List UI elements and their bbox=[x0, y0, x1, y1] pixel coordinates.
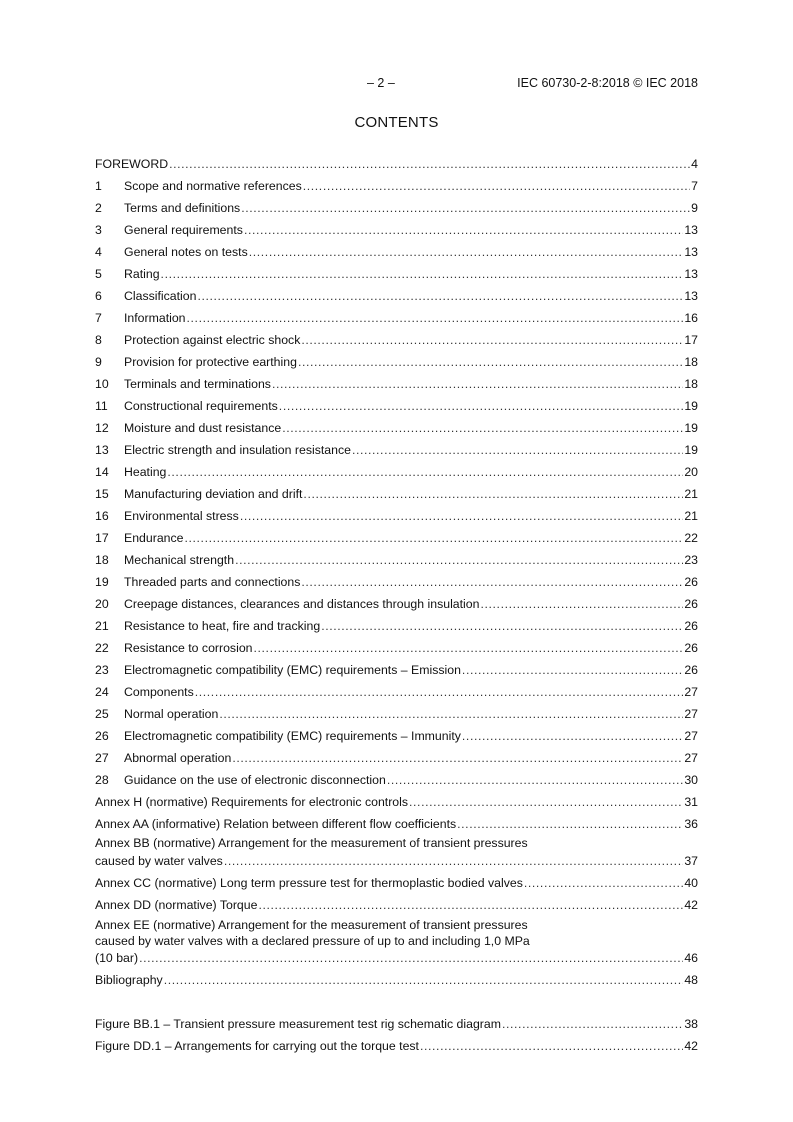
page-reference: 18 bbox=[684, 377, 698, 391]
dot-leader bbox=[241, 201, 690, 215]
page-reference: 19 bbox=[684, 399, 698, 413]
dot-leader bbox=[301, 575, 683, 589]
toc-entry-annex[interactable] bbox=[95, 815, 698, 831]
entry-title: Resistance to corrosion bbox=[124, 641, 253, 655]
toc-entry-clause[interactable] bbox=[95, 595, 698, 611]
page-reference: 38 bbox=[684, 1017, 698, 1031]
dot-leader bbox=[169, 157, 690, 171]
entry-title: Annex CC (normative) Long term pressure test for thermoplastic bodied valves bbox=[95, 876, 523, 890]
entry-title: Abnormal operation bbox=[124, 751, 232, 765]
page-reference: 27 bbox=[684, 685, 698, 699]
clause-number: 20 bbox=[95, 597, 109, 611]
clause-number: 21 bbox=[95, 619, 109, 633]
dot-leader bbox=[298, 355, 683, 369]
clause-number: 22 bbox=[95, 641, 109, 655]
toc-entry-clause[interactable] bbox=[95, 661, 698, 677]
dot-leader bbox=[249, 245, 684, 259]
dot-leader bbox=[457, 817, 683, 831]
toc-entry-clause[interactable] bbox=[95, 485, 698, 501]
dot-leader bbox=[462, 663, 683, 677]
entry-title-line: Annex EE (normative) Arrangement for the measurement of transient pressures bbox=[95, 918, 528, 932]
toc-entry-clause[interactable] bbox=[95, 463, 698, 479]
entry-title: Electromagnetic compatibility (EMC) requirements – Emission bbox=[124, 663, 461, 677]
clause-number: 10 bbox=[95, 377, 109, 391]
entry-title: Creepage distances, clearances and distances through insulation bbox=[124, 597, 480, 611]
dot-leader bbox=[279, 399, 684, 413]
toc-entry-annex[interactable] bbox=[95, 836, 698, 868]
clause-number: 12 bbox=[95, 421, 109, 435]
page-reference: 13 bbox=[684, 245, 698, 259]
clause-number: 14 bbox=[95, 465, 109, 479]
page-reference: 23 bbox=[684, 553, 698, 567]
entry-title: FOREWORD bbox=[95, 157, 169, 171]
dot-leader bbox=[195, 685, 684, 699]
page-reference: 13 bbox=[684, 223, 698, 237]
page-reference: 37 bbox=[684, 853, 698, 868]
page-reference: 26 bbox=[684, 663, 698, 677]
clause-number: 1 bbox=[95, 179, 102, 193]
dot-leader bbox=[244, 223, 683, 237]
toc-entry-clause[interactable] bbox=[95, 221, 698, 237]
entry-title: Protection against electric shock bbox=[124, 333, 301, 347]
toc-entry-figure[interactable] bbox=[95, 1015, 698, 1031]
entry-title-line: caused by water valves bbox=[95, 853, 223, 868]
toc-entry-annex[interactable] bbox=[95, 793, 698, 809]
toc-entry-clause[interactable] bbox=[95, 353, 698, 369]
clause-number: 19 bbox=[95, 575, 109, 589]
document-reference: IEC 60730-2-8:2018 © IEC 2018 bbox=[517, 76, 698, 90]
entry-title: Mechanical strength bbox=[124, 553, 235, 567]
dot-leader bbox=[480, 597, 683, 611]
entry-title: Figure DD.1 – Arrangements for carrying out the torque test bbox=[95, 1039, 419, 1053]
entry-title: Figure BB.1 – Transient pressure measurement test rig schematic diagram bbox=[95, 1017, 501, 1031]
entry-title: Resistance to heat, fire and tracking bbox=[124, 619, 321, 633]
clause-number: 3 bbox=[95, 223, 102, 237]
toc-entry-clause[interactable] bbox=[95, 727, 698, 743]
toc-entry-clause[interactable] bbox=[95, 573, 698, 589]
entry-title: Moisture and dust resistance bbox=[124, 421, 282, 435]
dot-leader bbox=[187, 311, 684, 325]
page-reference: 26 bbox=[684, 597, 698, 611]
page-reference: 42 bbox=[684, 1039, 698, 1053]
dot-leader bbox=[258, 898, 683, 912]
dot-leader bbox=[387, 773, 683, 787]
entry-title: Environmental stress bbox=[124, 509, 239, 523]
dot-leader bbox=[139, 951, 683, 965]
page-header bbox=[95, 76, 698, 92]
page-reference: 27 bbox=[684, 707, 698, 721]
entry-last-line bbox=[95, 949, 698, 965]
entry-title: Electromagnetic compatibility (EMC) requirements – Immunity bbox=[124, 729, 461, 743]
entry-last-line bbox=[95, 852, 698, 868]
entry-title: Guidance on the use of electronic disconnection bbox=[124, 773, 386, 787]
toc-entry-clause[interactable] bbox=[95, 309, 698, 325]
toc-entry-clause[interactable] bbox=[95, 265, 698, 281]
entry-title: Annex H (normative) Requirements for electronic controls bbox=[95, 795, 409, 809]
clause-number: 24 bbox=[95, 685, 109, 699]
dot-leader bbox=[184, 531, 683, 545]
dot-leader bbox=[164, 973, 684, 987]
toc-entry-annex[interactable] bbox=[95, 918, 698, 965]
dot-leader bbox=[524, 876, 683, 890]
entry-title-line: Annex BB (normative) Arrangement for the measurement of transient pressures bbox=[95, 836, 528, 850]
entry-title: Provision for protective earthing bbox=[124, 355, 297, 369]
toc-entry-clause[interactable] bbox=[95, 177, 698, 193]
dot-leader bbox=[352, 443, 683, 457]
dot-leader bbox=[161, 267, 684, 281]
toc-entry-clause[interactable] bbox=[95, 551, 698, 567]
toc-entry-clause[interactable] bbox=[95, 397, 698, 413]
dot-leader bbox=[167, 465, 683, 479]
entry-title: Threaded parts and connections bbox=[124, 575, 301, 589]
page-reference: 36 bbox=[684, 817, 698, 831]
toc-entry-clause[interactable] bbox=[95, 529, 698, 545]
page-reference: 26 bbox=[684, 575, 698, 589]
entry-title: Scope and normative references bbox=[124, 179, 302, 193]
page-reference: 4 bbox=[691, 157, 698, 171]
entry-title: Classification bbox=[124, 289, 197, 303]
dot-leader bbox=[235, 553, 683, 567]
clause-number: 11 bbox=[95, 399, 108, 413]
page-reference: 7 bbox=[691, 179, 698, 193]
toc-entry-clause[interactable] bbox=[95, 331, 698, 347]
page-reference: 19 bbox=[684, 421, 698, 435]
clause-number: 27 bbox=[95, 751, 109, 765]
toc-entry-annex[interactable] bbox=[95, 874, 698, 890]
clause-number: 17 bbox=[95, 531, 109, 545]
toc-entry-clause[interactable] bbox=[95, 705, 698, 721]
toc-entry-clause[interactable] bbox=[95, 639, 698, 655]
entry-title: Terminals and terminations bbox=[124, 377, 271, 391]
page-title: CONTENTS bbox=[354, 114, 439, 131]
entry-title: Bibliography bbox=[95, 973, 163, 987]
page-reference: 21 bbox=[684, 487, 698, 501]
page-number: – 2 – bbox=[367, 76, 395, 90]
clause-number: 26 bbox=[95, 729, 109, 743]
dot-leader bbox=[272, 377, 683, 391]
page-reference: 21 bbox=[684, 509, 698, 523]
dot-leader bbox=[219, 707, 683, 721]
dot-leader bbox=[462, 729, 683, 743]
toc-entry-clause[interactable] bbox=[95, 683, 698, 699]
toc-entry-clause[interactable] bbox=[95, 507, 698, 523]
toc-entry-clause[interactable] bbox=[95, 199, 698, 215]
page-reference: 13 bbox=[684, 267, 698, 281]
clause-number: 28 bbox=[95, 773, 109, 787]
entry-title-line: caused by water valves with a declared pressure of up to and including 1,0 MPa bbox=[95, 933, 530, 948]
toc-entry-bibliography[interactable] bbox=[95, 971, 698, 987]
page-reference: 13 bbox=[684, 289, 698, 303]
page-reference: 31 bbox=[684, 795, 698, 809]
toc-entry-clause[interactable] bbox=[95, 617, 698, 633]
page-reference: 30 bbox=[684, 773, 698, 787]
page-reference: 26 bbox=[684, 619, 698, 633]
entry-title: Terms and definitions bbox=[124, 201, 241, 215]
toc-entry-foreword[interactable] bbox=[95, 155, 698, 171]
entry-title: Information bbox=[124, 311, 186, 325]
page-reference: 46 bbox=[684, 951, 698, 965]
entry-title: Manufacturing deviation and drift bbox=[124, 487, 303, 501]
page-reference: 16 bbox=[684, 311, 698, 325]
dot-leader bbox=[502, 1017, 683, 1031]
clause-number: 25 bbox=[95, 707, 109, 721]
entry-title: Annex AA (informative) Relation between different flow coefficients bbox=[95, 817, 457, 831]
dot-leader bbox=[224, 854, 683, 868]
page-reference: 26 bbox=[684, 641, 698, 655]
clause-number: 7 bbox=[95, 311, 102, 325]
dot-leader bbox=[232, 751, 683, 765]
clause-number: 2 bbox=[95, 201, 102, 215]
page-reference: 17 bbox=[684, 333, 698, 347]
clause-number: 16 bbox=[95, 509, 109, 523]
entry-title: Normal operation bbox=[124, 707, 219, 721]
page-reference: 20 bbox=[684, 465, 698, 479]
clause-number: 5 bbox=[95, 267, 102, 281]
toc-entry-clause[interactable] bbox=[95, 419, 698, 435]
dot-leader bbox=[197, 289, 683, 303]
clause-number: 13 bbox=[95, 443, 109, 457]
dot-leader bbox=[303, 487, 683, 501]
clause-number: 15 bbox=[95, 487, 109, 501]
entry-title: General notes on tests bbox=[124, 245, 248, 259]
clause-number: 23 bbox=[95, 663, 109, 677]
entry-title: Rating bbox=[124, 267, 160, 281]
dot-leader bbox=[409, 795, 683, 809]
dot-leader bbox=[420, 1039, 683, 1053]
dot-leader bbox=[303, 179, 690, 193]
toc-entry-clause[interactable] bbox=[95, 749, 698, 765]
page-reference: 42 bbox=[684, 898, 698, 912]
page-reference: 48 bbox=[684, 973, 698, 987]
page-reference: 22 bbox=[684, 531, 698, 545]
entry-title: Electric strength and insulation resistance bbox=[124, 443, 351, 457]
entry-title-line: (10 bar) bbox=[95, 951, 139, 965]
toc-entry-clause[interactable] bbox=[95, 243, 698, 259]
entry-title: Constructional requirements bbox=[124, 399, 278, 413]
clause-number: 4 bbox=[95, 245, 102, 259]
toc-entry-figure[interactable] bbox=[95, 1037, 698, 1053]
entry-title: Components bbox=[124, 685, 194, 699]
page-reference: 9 bbox=[691, 201, 698, 215]
page-reference: 27 bbox=[684, 751, 698, 765]
page-reference: 40 bbox=[684, 876, 698, 890]
dot-leader bbox=[254, 641, 684, 655]
toc-entry-clause[interactable] bbox=[95, 375, 698, 391]
entry-title: Heating bbox=[124, 465, 167, 479]
entry-title: Annex DD (normative) Torque bbox=[95, 898, 258, 912]
clause-number: 8 bbox=[95, 333, 102, 347]
toc-entry-clause[interactable] bbox=[95, 771, 698, 787]
toc-entry-clause[interactable] bbox=[95, 287, 698, 303]
entry-title: Endurance bbox=[124, 531, 184, 545]
page-reference: 18 bbox=[684, 355, 698, 369]
clause-number: 6 bbox=[95, 289, 102, 303]
page-reference: 19 bbox=[684, 443, 698, 457]
page-reference: 27 bbox=[684, 729, 698, 743]
clause-number: 9 bbox=[95, 355, 102, 369]
dot-leader bbox=[240, 509, 683, 523]
toc-entry-annex[interactable] bbox=[95, 896, 698, 912]
dot-leader bbox=[321, 619, 683, 633]
clause-number: 18 bbox=[95, 553, 109, 567]
entry-title: General requirements bbox=[124, 223, 243, 237]
toc-entry-clause[interactable] bbox=[95, 441, 698, 457]
dot-leader bbox=[301, 333, 683, 347]
dot-leader bbox=[282, 421, 683, 435]
